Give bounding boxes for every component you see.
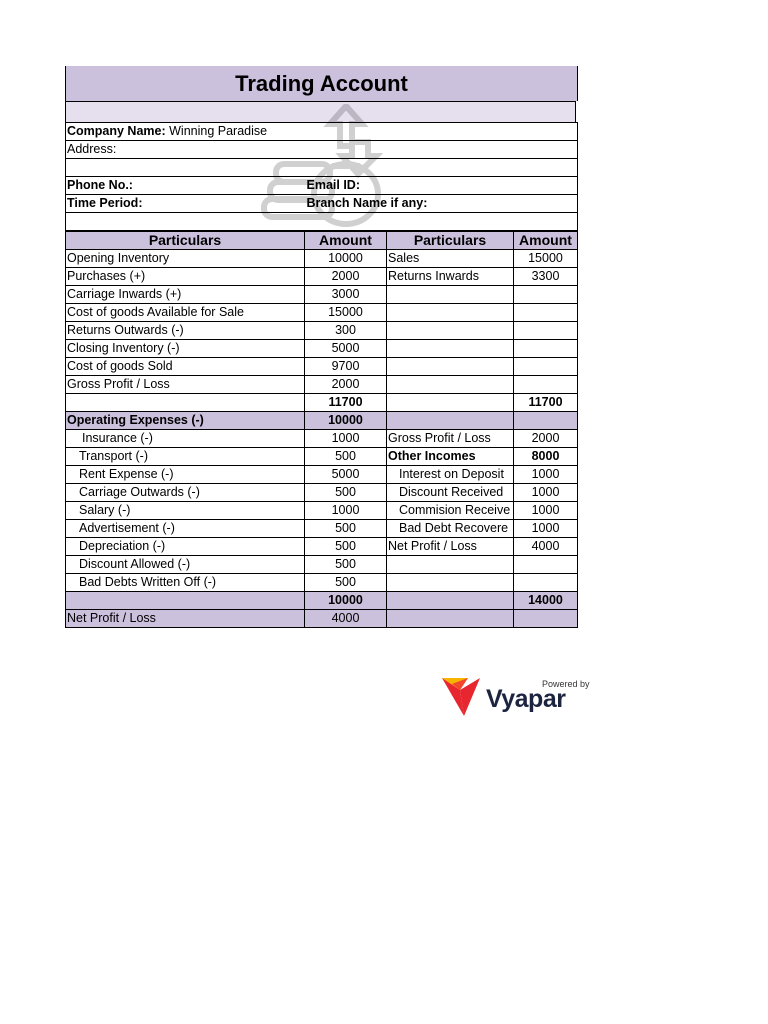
left-particular-cell[interactable]: Insurance (-) bbox=[66, 430, 305, 448]
right-particular-cell[interactable] bbox=[387, 610, 514, 628]
left-amount-cell[interactable]: 500 bbox=[305, 538, 387, 556]
left-particular-cell[interactable]: Purchases (+) bbox=[66, 268, 305, 286]
email-cell[interactable] bbox=[306, 177, 578, 195]
left-particular-cell[interactable]: Operating Expenses (-) bbox=[66, 412, 305, 430]
right-particular-cell[interactable] bbox=[387, 358, 514, 376]
right-particular-cell[interactable]: Gross Profit / Loss bbox=[387, 430, 514, 448]
table-row bbox=[66, 430, 578, 448]
right-amount-cell[interactable] bbox=[514, 556, 578, 574]
table-total-row bbox=[66, 394, 578, 412]
company-name-cell[interactable] bbox=[66, 123, 578, 141]
left-amount-cell[interactable]: 500 bbox=[305, 556, 387, 574]
right-particular-cell[interactable]: Discount Received bbox=[387, 484, 514, 502]
left-particular-cell[interactable]: Closing Inventory (-) bbox=[66, 340, 305, 358]
left-amount-cell[interactable]: Amount bbox=[305, 232, 387, 250]
left-amount-cell[interactable]: 2000 bbox=[305, 268, 387, 286]
right-amount-cell[interactable] bbox=[514, 304, 578, 322]
left-amount-cell[interactable]: 9700 bbox=[305, 358, 387, 376]
left-particular-cell[interactable]: Returns Outwards (-) bbox=[66, 322, 305, 340]
left-particular-cell[interactable]: Bad Debts Written Off (-) bbox=[66, 574, 305, 592]
left-particular-cell[interactable]: Opening Inventory bbox=[66, 250, 305, 268]
left-particular-cell[interactable]: Particulars bbox=[66, 232, 305, 250]
table-row bbox=[66, 322, 578, 340]
right-particular-cell[interactable]: Other Incomes bbox=[387, 448, 514, 466]
table-row bbox=[66, 502, 578, 520]
brand-name: Vyapar bbox=[486, 685, 566, 713]
company-name-label: Company Name: bbox=[67, 124, 166, 138]
right-particular-cell[interactable] bbox=[387, 592, 514, 610]
left-particular-cell[interactable]: Transport (-) bbox=[66, 448, 305, 466]
left-particular-cell[interactable] bbox=[66, 592, 305, 610]
phone-cell[interactable] bbox=[66, 177, 306, 195]
right-particular-cell[interactable] bbox=[387, 322, 514, 340]
left-amount-cell[interactable]: 4000 bbox=[305, 610, 387, 628]
right-particular-cell[interactable] bbox=[387, 574, 514, 592]
left-amount-cell[interactable]: 5000 bbox=[305, 466, 387, 484]
right-particular-cell[interactable]: Net Profit / Loss bbox=[387, 538, 514, 556]
left-particular-cell[interactable]: Carriage Inwards (+) bbox=[66, 286, 305, 304]
table-row bbox=[66, 286, 578, 304]
branch-label: Branch Name if any: bbox=[306, 196, 428, 210]
left-particular-cell[interactable] bbox=[66, 394, 305, 412]
left-amount-cell[interactable]: 11700 bbox=[305, 394, 387, 412]
table-row bbox=[66, 304, 578, 322]
period-branch-row bbox=[66, 195, 578, 213]
right-amount-cell[interactable]: 1000 bbox=[514, 484, 578, 502]
right-particular-cell[interactable]: Commision Receive bbox=[387, 502, 514, 520]
table-row bbox=[66, 466, 578, 484]
right-amount-cell[interactable]: 11700 bbox=[514, 394, 578, 412]
right-particular-cell[interactable]: Bad Debt Recovere bbox=[387, 520, 514, 538]
company-name-value: Winning Paradise bbox=[169, 124, 268, 138]
right-particular-cell[interactable] bbox=[387, 556, 514, 574]
left-amount-cell[interactable]: 1000 bbox=[305, 430, 387, 448]
left-amount-cell[interactable]: 1000 bbox=[305, 502, 387, 520]
right-particular-cell[interactable]: Returns Inwards bbox=[387, 268, 514, 286]
right-amount-cell[interactable] bbox=[514, 574, 578, 592]
left-particular-cell[interactable]: Cost of goods Available for Sale bbox=[66, 304, 305, 322]
right-particular-cell[interactable] bbox=[387, 394, 514, 412]
address-cell[interactable] bbox=[66, 141, 578, 159]
right-amount-cell[interactable]: 8000 bbox=[514, 448, 578, 466]
powered-by-text: Powered by bbox=[542, 679, 590, 689]
right-amount-cell[interactable] bbox=[514, 376, 578, 394]
right-amount-cell[interactable]: 3300 bbox=[514, 268, 578, 286]
phone-email-row bbox=[66, 177, 578, 195]
title-underline-band bbox=[65, 101, 576, 123]
left-amount-cell[interactable]: 300 bbox=[305, 322, 387, 340]
right-particular-cell[interactable]: Particulars bbox=[387, 232, 514, 250]
table-header-row bbox=[66, 232, 578, 250]
right-amount-cell[interactable] bbox=[514, 322, 578, 340]
right-amount-cell[interactable] bbox=[514, 340, 578, 358]
right-amount-cell[interactable]: 1000 bbox=[514, 520, 578, 538]
blank-cell[interactable] bbox=[66, 159, 578, 177]
table-row bbox=[66, 538, 578, 556]
blank-row bbox=[66, 213, 578, 231]
left-particular-cell[interactable]: Carriage Outwards (-) bbox=[66, 484, 305, 502]
right-amount-cell[interactable]: 2000 bbox=[514, 430, 578, 448]
left-particular-cell[interactable]: Advertisement (-) bbox=[66, 520, 305, 538]
left-amount-cell[interactable]: 500 bbox=[305, 520, 387, 538]
right-amount-cell[interactable] bbox=[514, 610, 578, 628]
left-particular-cell[interactable]: Net Profit / Loss bbox=[66, 610, 305, 628]
right-particular-cell[interactable] bbox=[387, 340, 514, 358]
left-particular-cell[interactable]: Salary (-) bbox=[66, 502, 305, 520]
right-amount-cell[interactable]: 1000 bbox=[514, 502, 578, 520]
right-amount-cell[interactable]: 4000 bbox=[514, 538, 578, 556]
left-particular-cell[interactable]: Discount Allowed (-) bbox=[66, 556, 305, 574]
left-particular-cell[interactable]: Cost of goods Sold bbox=[66, 358, 305, 376]
table-row bbox=[66, 574, 578, 592]
left-amount-cell[interactable]: 500 bbox=[305, 448, 387, 466]
company-info-table bbox=[65, 122, 578, 231]
left-amount-cell[interactable]: 500 bbox=[305, 574, 387, 592]
right-particular-cell[interactable] bbox=[387, 376, 514, 394]
table-row bbox=[66, 556, 578, 574]
left-amount-cell[interactable]: 3000 bbox=[305, 286, 387, 304]
table-row bbox=[66, 376, 578, 394]
right-amount-cell[interactable] bbox=[514, 412, 578, 430]
address-row bbox=[66, 141, 578, 159]
vyapar-logo-icon bbox=[442, 676, 482, 718]
left-amount-cell[interactable]: 10000 bbox=[305, 250, 387, 268]
table-total-row bbox=[66, 592, 578, 610]
table-row bbox=[66, 484, 578, 502]
operating-expenses-row bbox=[66, 412, 578, 430]
phone-label: Phone No.: bbox=[67, 178, 133, 192]
table-row bbox=[66, 250, 578, 268]
right-particular-cell[interactable] bbox=[387, 412, 514, 430]
vyapar-logo[interactable] bbox=[442, 676, 590, 718]
table-row bbox=[66, 268, 578, 286]
table-row bbox=[66, 358, 578, 376]
period-cell[interactable] bbox=[66, 195, 306, 213]
account-table bbox=[65, 231, 578, 628]
left-particular-cell[interactable]: Depreciation (-) bbox=[66, 538, 305, 556]
right-particular-cell[interactable] bbox=[387, 286, 514, 304]
right-particular-cell[interactable]: Sales bbox=[387, 250, 514, 268]
page-title: Trading Account bbox=[65, 66, 578, 101]
left-amount-cell[interactable]: 5000 bbox=[305, 340, 387, 358]
right-amount-cell[interactable]: Amount bbox=[514, 232, 578, 250]
period-label: Time Period: bbox=[67, 196, 143, 210]
left-amount-cell[interactable]: 15000 bbox=[305, 304, 387, 322]
left-amount-cell[interactable]: 2000 bbox=[305, 376, 387, 394]
left-particular-cell[interactable]: Rent Expense (-) bbox=[66, 466, 305, 484]
table-row bbox=[66, 520, 578, 538]
blank-row bbox=[66, 159, 578, 177]
table-row bbox=[66, 448, 578, 466]
right-amount-cell[interactable]: 1000 bbox=[514, 466, 578, 484]
left-amount-cell[interactable]: 10000 bbox=[305, 592, 387, 610]
blank-cell[interactable] bbox=[66, 213, 578, 231]
right-particular-cell[interactable] bbox=[387, 304, 514, 322]
address-label: Address: bbox=[67, 142, 117, 156]
left-amount-cell[interactable]: 10000 bbox=[305, 412, 387, 430]
right-particular-cell[interactable]: Interest on Deposit bbox=[387, 466, 514, 484]
left-particular-cell[interactable]: Gross Profit / Loss bbox=[66, 376, 305, 394]
right-amount-cell[interactable]: 15000 bbox=[514, 250, 578, 268]
branch-cell[interactable] bbox=[306, 195, 578, 213]
company-name-row bbox=[66, 123, 578, 141]
left-amount-cell[interactable]: 500 bbox=[305, 484, 387, 502]
email-label: Email ID: bbox=[306, 178, 360, 192]
right-amount-cell[interactable] bbox=[514, 286, 578, 304]
right-amount-cell[interactable] bbox=[514, 358, 578, 376]
table-row bbox=[66, 340, 578, 358]
right-amount-cell[interactable]: 14000 bbox=[514, 592, 578, 610]
net-profit-row bbox=[66, 610, 578, 628]
